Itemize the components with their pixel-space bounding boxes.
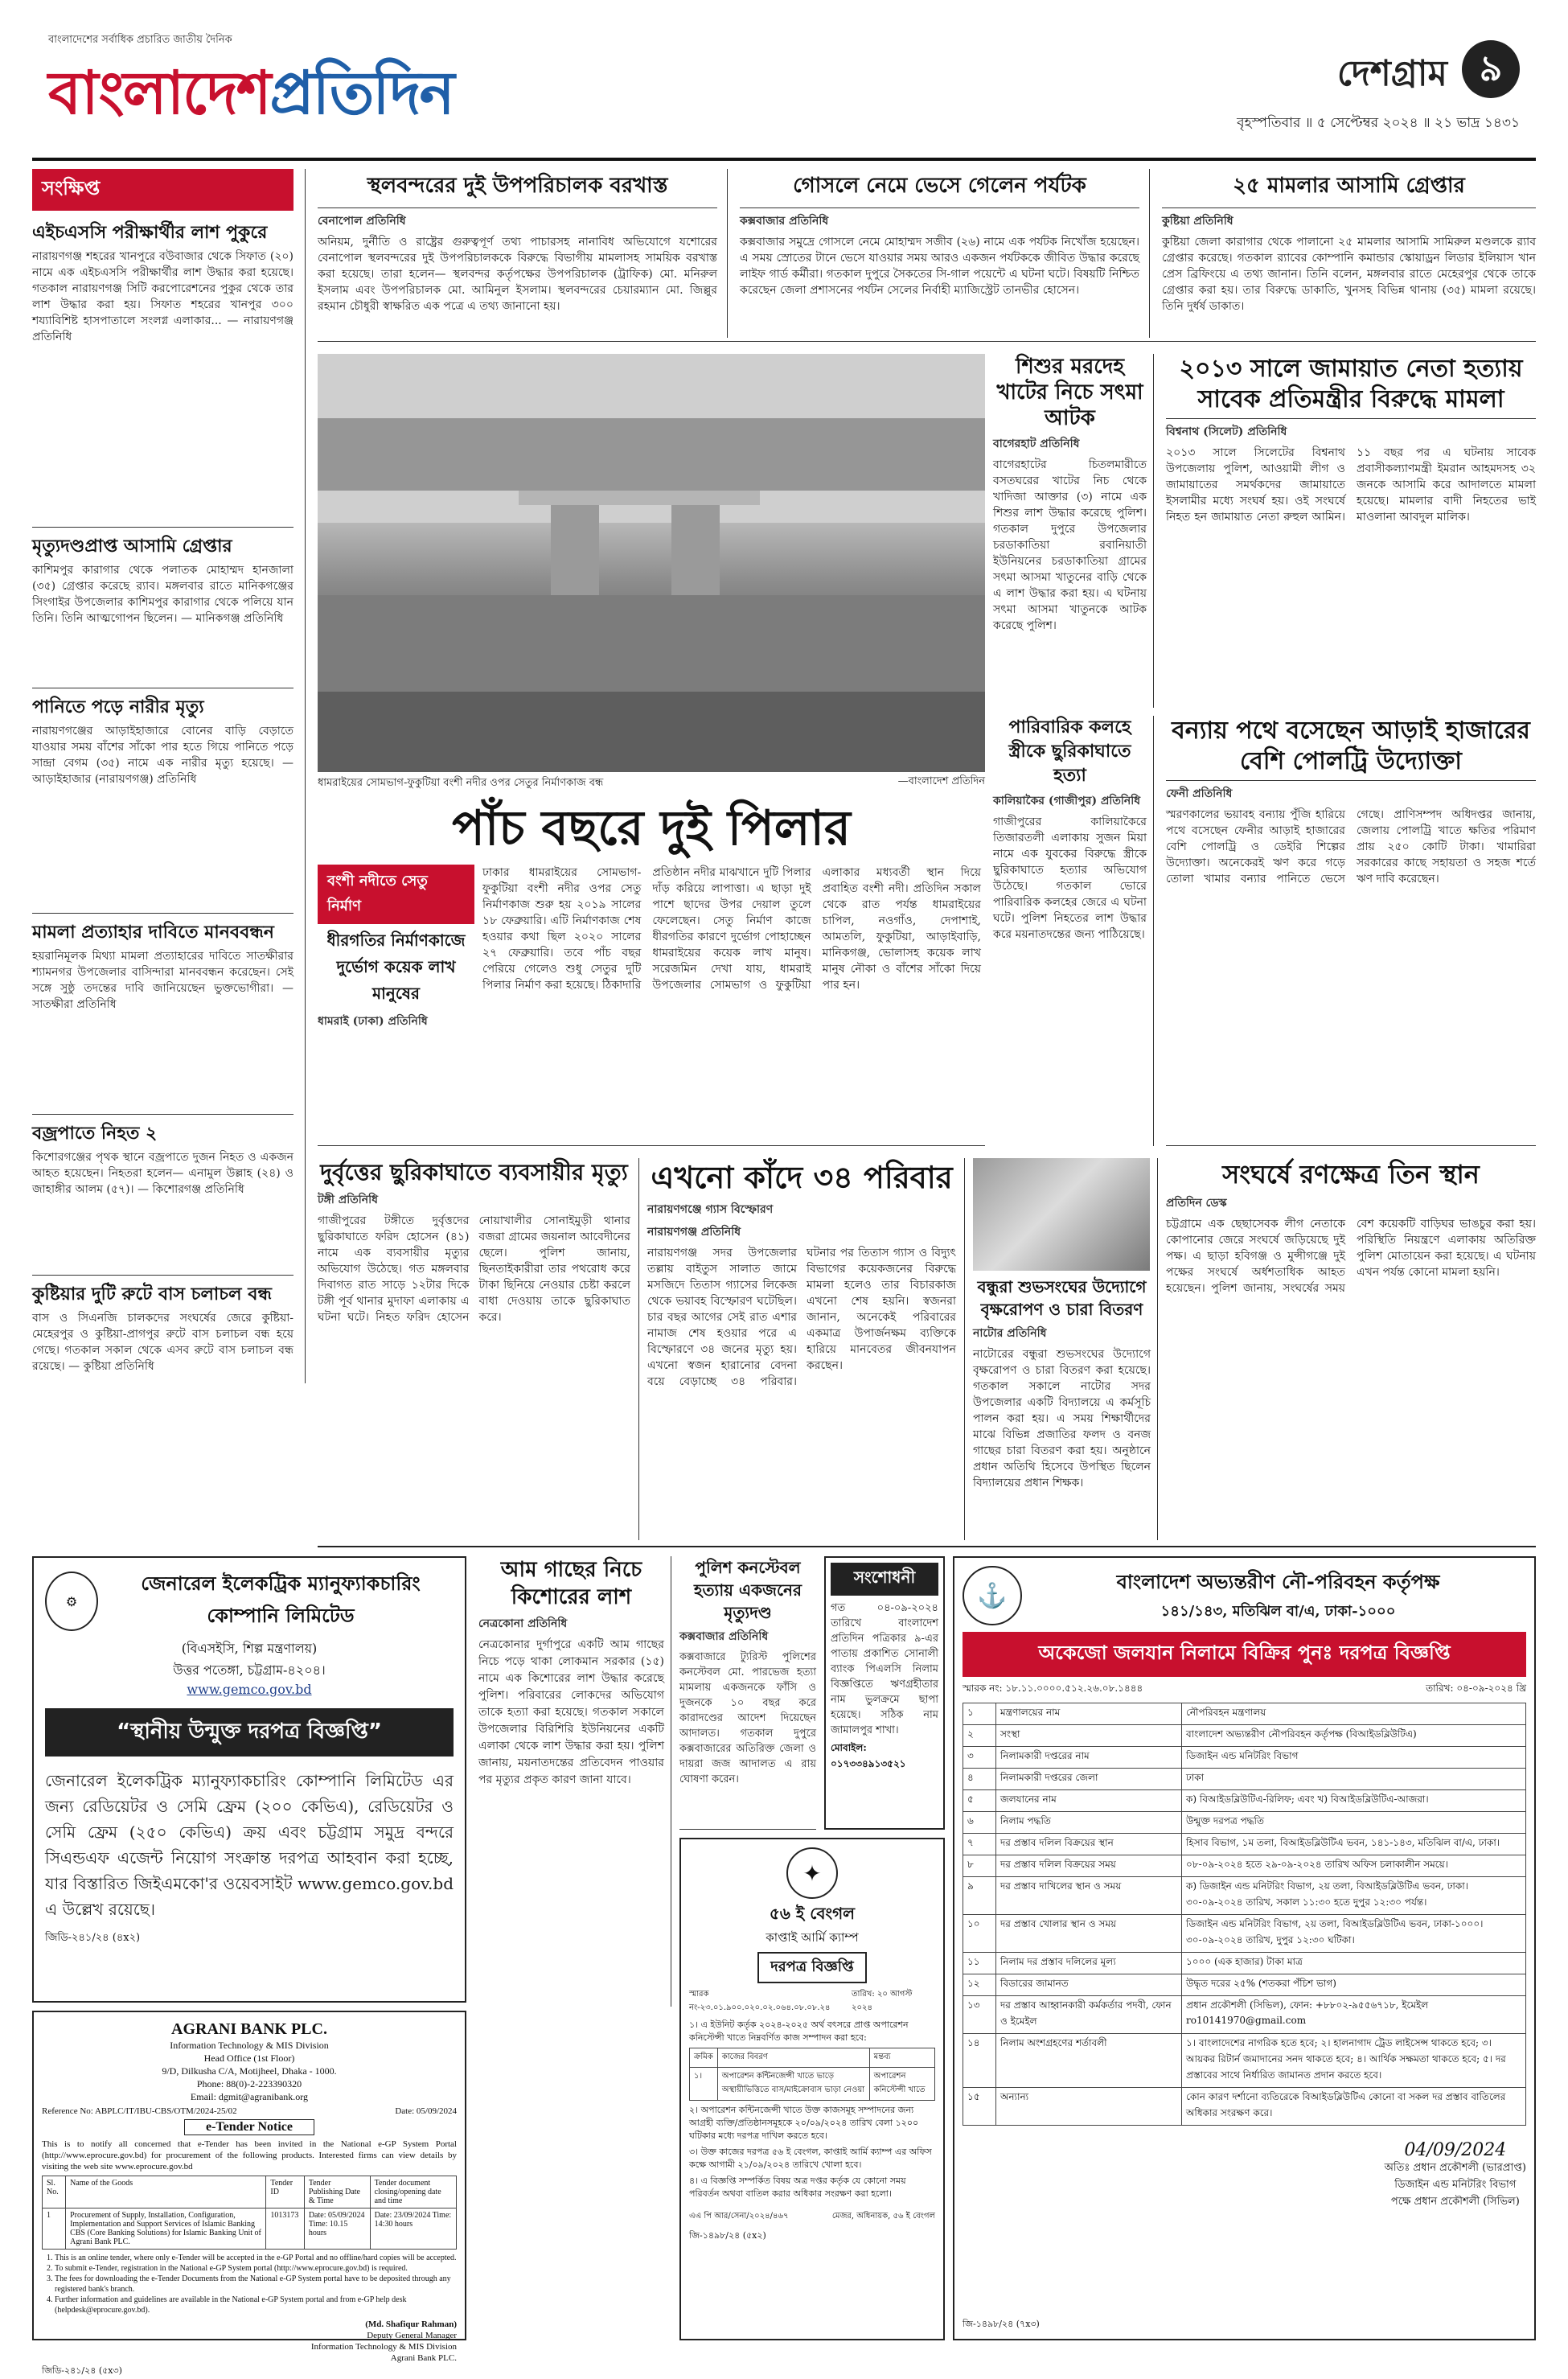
biwta-org: বাংলাদেশ অভ্যন্তরীণ নৌ-পরিবহন কর্তৃপক্ষ (1116, 1570, 1440, 1593)
masthead-tagline: বাংলাদেশের সর্বাধিক প্রচারিত জাতীয় দৈনিক (48, 34, 232, 46)
photo-caption: ধামরাইয়ের সোমভাগ-ফুকুটিয়া বংশী নদীর ওপর সেতুর নির্মাণকাজ বন্ধ (318, 777, 604, 789)
story-headline: পুলিশ কনস্টেবল হত্যায় একজনের মৃত্যুদণ্ড (694, 1558, 802, 1622)
table-row (963, 1877, 1526, 1915)
story-byline: কুষ্টিয়া প্রতিনিধি (1162, 215, 1233, 228)
tender-note: 1. This is an online tender, where only e-Tender will be accepted in the e-GP Portal and no offline/hard copies will be accepted. (55, 2253, 457, 2263)
biwta-sign-org: পক্ষে প্রধান প্রকৌশলী (সিভিল) (1390, 2196, 1520, 2208)
lead-photo[interactable] (318, 354, 985, 772)
army-crest-icon: ✦ (786, 1847, 838, 1899)
table-cell: Date: 05/09/2024 Time: 10.15 hours (304, 2208, 370, 2250)
story-body: নাটোরের বন্ধুরা শুভসংঘের উদ্যোগে বৃক্ষরোপণ ও চারা বিতরণ করা হয়েছে। গতকাল সকালে নাটোর সদর উপজেলার একটি বিদ্যালয়ে এ কর্মসূচি পালন করা হয়। এ সময় শিক্ষার্থীদের মাঝে বিভিন্ন প্রজাতির ফলদ ও বনজ গাছের চারা বিতরণ করা হয়। অনুষ্ঠানে প্রধান অতিথি হিসেবে উপস্থিত ছিলেন বিদ্যালয়ের প্রধান শিক্ষক। (973, 1348, 1151, 1489)
brief-headline: পানিতে পড়ে নারীর মৃত্যু (32, 697, 204, 717)
table-cell: সংস্থা (996, 1725, 1182, 1747)
story-headline: বন্ধুরা শুভসংঘের উদ্যোগে বৃক্ষরোপণ ও চারা বিতরণ (977, 1277, 1147, 1319)
sidebar-brief (32, 169, 306, 1383)
story-body: স্মরণকালের ভয়াবহ বন্যায় পুঁজি হারিয়ে পথে বসেছেন ফেনীর আড়াই হাজারের বেশি পোলট্রি ও ডেইরি শিল্পের উদ্যোক্তা। অনেকেরই ঋণ করে গড়ে তোলা খামার বন্যার পানিতে ভেসে গেছে। প্রাণিসম্পদ অধিদপ্তর জানায়, জেলায় পোলট্রি খাতে ক্ষতির পরিমাণ প্রায় ২৫০ কোটি টাকা। খামারিরা সরকারের কাছে সহায়তা ও সহজ শর্তে ঋণ দাবি করেছেন। (1166, 808, 1536, 885)
table-cell: দর প্রস্তাব আহ্বানকারী কর্মকর্তার পদবী, ফোন ও ইমেইল (996, 1996, 1182, 2034)
correction-body: গত ০৪-০৯-২০২৪ তারিখে বাংলাদেশ প্রতিদিন পত্রিকার ৯-এর পাতায় প্রকাশিত সোনালী ব্যাংক পিএলসি নিলাম বিজ্ঞপ্তিতে ঋণগ্রহীতার নাম ভুলক্রমে ছাপা হয়েছে। সঠিক নাম জামালপুর শাখা। (831, 1602, 938, 1736)
table-row (690, 2068, 935, 2101)
dateline: বৃহস্পতিবার ॥ ৫ সেপ্টেম্বর ২০২৪ ॥ ২১ ভাদ্র ১৪৩১ (1237, 115, 1520, 131)
lead-byline: ধামরাই (ঢাকা) প্রতিনিধি (318, 1015, 428, 1028)
table-cell: ৮ (963, 1855, 996, 1877)
table-header: Tender document closing/opening date and time (370, 2176, 456, 2208)
masthead (32, 24, 1536, 161)
ad-biwta[interactable] (953, 1556, 1536, 2340)
section-name[interactable]: দেশগ্রাম (1336, 53, 1447, 94)
tender-notes (55, 2253, 457, 2315)
army-notice-title: দরপত্র বিজ্ঞপ্তি (757, 1952, 866, 1983)
biwta-table (963, 1703, 1526, 2126)
table-row (963, 1812, 1526, 1834)
table-cell: ক) বিআইডব্লিউটিএ-রিলিফ; এবং খ) বিআইডব্লিউটিএ-আজরা। (1182, 1790, 1526, 1812)
brief-body: নারায়ণগঞ্জের আড়াইহাজারে বোনের বাড়ি বেড়াতে যাওয়ার সময় বাঁশের সাঁকো পার হতে গিয়ে পানিতে পড়ে সান্দ্রা বেগম (৩৫) নামে এক নারীর মৃত্যু হয়েছে। —আড়াইহাজার (নারায়ণগঞ্জ) প্রতিনিধি (32, 725, 293, 786)
story-body: কক্সবাজারে ট্যুরিস্ট পুলিশের কনস্টেবল মো. পারভেজ হত্যা মামলায় একজনকে ফাঁসি ও দুজনকে ১০ বছর করে কারাদণ্ডের আদেশ দিয়েছেন আদালত। গতকাল দুপুরে কক্সবাজারের অতিরিক্ত জেলা ও দায়রা জজ আদালত এ রায় ঘোষণা করেন। (679, 1651, 816, 1785)
biwta-date: তারিখ: ০৪-০৯-২০২৪ খ্রি (1426, 1683, 1526, 1694)
table-cell: ১৪ (963, 2034, 996, 2088)
ad-code: জি-১৪৯৮/২৪ (৭x৩) (963, 2319, 1040, 2329)
story-byline: বাগেরহাট প্রতিনিধি (993, 438, 1080, 450)
table-row (963, 1725, 1526, 1747)
table-cell: ১। বাংলাদেশের নাগরিক হতে হবে; ২। হালনাগাদ ট্রেড লাইসেন্স থাকতে হবে; ৩। আয়কর রিটার্ন জমাদানের সনদ থাকতে হবে; ৪। আর্থিক সক্ষমতা থাকতে হবে; ৫। দর প্রস্তাবের সাথে নির্ধারিত জামানত প্রদান করতে হবে। (1182, 2034, 1526, 2088)
story-byline: কালিয়াকৈর (গাজীপুর) প্রতিনিধি (993, 795, 1141, 807)
story-byline: বেনাপোল প্রতিনিধি (318, 215, 406, 228)
tender-note: 4. Further information and guidelines are available in the National e-GP System portal and from e-GP help desk (helpdesk@eprocure.gov.bd). (55, 2295, 457, 2315)
logo-part-a: বাংলাদেশ (48, 59, 270, 128)
table-cell: নিলাম দর প্রস্তাব দলিলের মূল্য (996, 1953, 1182, 1974)
lead-kicker: বংশী নদীতে সেতু নির্মাণ (318, 865, 474, 924)
signer-division: Information Technology & MIS Division (310, 2342, 457, 2352)
story-mango[interactable] (478, 1556, 671, 2007)
table-header: Tender ID (266, 2176, 304, 2208)
table-cell: ৭ (963, 1834, 996, 1855)
table-cell: ৯ (963, 1877, 996, 1915)
table-cell: ডিজাইন এন্ড মনিটরিং বিভাগ, ২য় তলা, বিআইডব্লিউটিএ ভবন, ঢাকা-১০০০। ৩০-০৯-২০২৪ তারিখ, দুপুর ১২:৩০ ঘটিকা। (1182, 1915, 1526, 1953)
lead-subhead: ধীরগতির নির্মাণকাজে দুর্ভোগ কয়েক লাখ মানুষের (326, 931, 466, 1003)
story-trader[interactable] (318, 1158, 639, 1540)
story-gas[interactable] (647, 1158, 965, 1540)
table-cell: উন্মুক্ত দরপত্র পদ্ধতি (1182, 1812, 1526, 1834)
table-cell: ৪ (963, 1769, 996, 1790)
table-cell: কোন কারণ দর্শানো ব্যতিরেকে বিআইডব্লিউটিএ কোনো বা সকল দর প্রস্তাব বাতিলের অধিকার সংরক্ষণ করে। (1182, 2088, 1526, 2126)
table-cell: 1013173 (266, 2208, 304, 2250)
bank-office: Head Office (1st Floor) (203, 2052, 295, 2064)
biwta-logo-icon: ⚓ (963, 1566, 1022, 1625)
table-cell: ০৮-০৯-২০২৪ হতে ২৯-০৯-২০২৪ তারিখ অফিস চলাকালীন সময়ে। (1182, 1855, 1526, 1877)
story-headline: গোসলে নেমে ভেসে গেলেন পর্যটক (793, 174, 1086, 198)
story-knife[interactable] (993, 716, 1154, 1146)
biwta-title: অকেজো জলযান নিলামে বিক্রির পুনঃ দরপত্র বিজ্ঞপ্তি (963, 1632, 1526, 1677)
story-jamaat[interactable] (1166, 354, 1536, 708)
bank-name: AGRANI BANK PLC. (171, 2020, 327, 2038)
brief-item[interactable] (32, 532, 293, 683)
brief-headline: বজ্রপাতে নিহত ২ (32, 1124, 158, 1144)
story-poultry[interactable] (1166, 716, 1536, 1146)
ad-agrani[interactable] (32, 2011, 466, 2376)
ad-address: উত্তর পতেঙ্গা, চট্টগ্রাম-৪২০৪। (173, 1662, 326, 1678)
story-card[interactable] (318, 169, 728, 338)
army-camp: কাপ্তাই আর্মি ক্যাম্প (766, 1930, 859, 1945)
table-cell: অপারেশন কনিস্টেন্সী খাতে (869, 2068, 934, 2101)
army-para: ৪। এ বিজ্ঞপ্তি সম্পর্কিত বিষয় অত্র দপ্তর কর্তৃক যে কোনো সময় পরিবর্তন অথবা বাতিল করার অধিকার সংরক্ষণ করা হলো। (689, 2176, 906, 2199)
table-cell: ১০ (963, 1915, 996, 1953)
table-cell: 1 (43, 2208, 66, 2250)
story-child[interactable] (993, 354, 1154, 708)
table-cell: ১ (963, 1703, 996, 1725)
lead-body: ঢাকার ধামরাইয়ের সোমভাগ-ফুকুটিয়া বংশী নদীর ওপর সেতু নির্মাণকাজ শুরু হয় ২০১৯ সালের ১৮ ফেব্রুয়ারি। এটি নির্মাণকাজ শেষ হওয়ার কথা ছিল ২০২০ সালের ২৭ ফেব্রুয়ারি। তবে পাঁচ বছর পেরিয়ে গেলেও শুধু সেতুর দুটি পিলার নির্মাণ করা হয়েছে। ঠিকাদারি প্রতিষ্ঠান নদীর মাঝখানে দুটি পিলার দাঁড় করিয়ে লাপাত্তা। এ ছাড়া দুই পাশে ছাদের উপর দেয়াল তুলে ফেলেছেন। সেতু নির্মাণ কাজে ধীরগতির কারণে দুর্ভোগ পোহাচ্ছেন ধামরাইয়ের কয়েক লাখ মানুষ। সরেজমিন দেখা যায়, ধামরাই উপজেলার সোমভাগ ও ফুকুটিয়া এলাকার মধ্যবর্তী স্থান দিয়ে প্রবাহিত বংশী নদী। প্রতিদিন সকাল থেকে রাত পর্যন্ত ধামরাইয়ের চাপিল, নওগাঁও, দেপাশাই, আমতলি, ফুকুটিয়া, আড়াইবাড়ি, মানিকগঞ্জ, ভোলাসহ কয়েক লাখ মানুষ নৌকা ও বাঁশের সাঁকো দিয়ে পার হন। (482, 866, 981, 992)
table-header: Sl. No. (43, 2176, 66, 2208)
tree-photo[interactable] (973, 1158, 1150, 1271)
brief-item[interactable] (32, 918, 293, 1109)
table-row (963, 1703, 1526, 1725)
story-byline: প্রতিদিন ডেস্ক (1166, 1197, 1227, 1210)
story-body: নেত্রকোনার দুর্গাপুরে একটি আম গাছের নিচে পড়ে থাকা লোকমান সরকার (১৫) নামে এক কিশোরের লাশ উদ্ধার করেছে পুলিশ। পরিবারের লোকদের অভিযোগ তাকে হত্যা করা হয়েছে। গতকাল সকালে উপজেলার বিরিশিরি ইউনিয়নের একটি এলাকা থেকে লাশ উদ্ধার করা হয়। পুলিশ জানায়, ময়নাতদন্তের প্রতিবেদন পাওয়ার পর মৃত্যুর প্রকৃত কারণ জানা যাবে। (478, 1638, 664, 1786)
tender-notice-title: e-Tender Notice (184, 2119, 314, 2135)
army-para: ১। এ ইউনিট কর্তৃক ২০২৪-২০২৫ অর্থ বৎসরে প্রাপ্ত অপারেশন কনিস্টেন্সী খাতে নিম্নবর্ণিত কাজ সম্পাদন করা হবে: (689, 2019, 909, 2043)
brief-headline: এইচএসসি পরীক্ষার্থীর লাশ পুকুরে (32, 223, 268, 243)
table-row (963, 1915, 1526, 1953)
table-header: ক্রমিক (690, 2048, 718, 2068)
ad-gemco[interactable] (32, 1556, 466, 2003)
story-byline: টঙ্গী প্রতিনিধি (318, 1194, 378, 1206)
table-cell: বাংলাদেশ অভ্যন্তরীণ নৌপরিবহন কর্তৃপক্ষ (বিআইডব্লিউটিএ) (1182, 1725, 1526, 1747)
table-row (963, 1953, 1526, 1974)
brief-item[interactable] (32, 693, 293, 908)
biwta-ref: স্মারক নং: ১৮.১১.০০০০.৫১২.২৬.০৮.১৪৪৪ (963, 1683, 1143, 1694)
ad-code: জিডি-২৪১/২৪ (৪x২) (45, 1932, 141, 1944)
table-row (963, 1996, 1526, 2034)
table-row (963, 1747, 1526, 1769)
tender-table (42, 2176, 457, 2250)
brief-body: কিশোরগঞ্জের পৃথক স্থানে বজ্রপাতে দুজন নিহত ও একজন আহত হয়েছেন। নিহতরা হলেন— এনামুল উল্লাহ (২৪) ও জাহাঙ্গীর আলম (৫৭)। — কিশোরগঞ্জ প্রতিনিধি (32, 1151, 293, 1196)
army-date: তারিখ: ২০ আগস্ট ২০২৪ (852, 1990, 913, 2012)
table-cell: বিডারের জামানত (996, 1974, 1182, 1996)
army-para: ২। অপারেশন কন্টিনজেন্সী খাতে উক্ত কাজসমূহ সম্পাদনের জন্য আগ্রহী ব্যক্তি/প্রতিষ্ঠানসমূহকে ২০/০৯/২০২৪ তারিখ বেলা ১২০০ ঘটিকার মধ্যে দরপত্র দাখিল করতে হবে। (689, 2105, 919, 2141)
army-unit: ৫৬ ই বেংগল (769, 1904, 856, 1923)
story-card[interactable] (1162, 169, 1536, 338)
table-cell: অপারেশন কন্টিনজেন্সী খাতে ভাড়ে অস্থায়ীভিত্তিতে বাস/মাইক্রোবাস ভাড়া নেওয়া (717, 2068, 869, 2101)
table-cell: ১৫ (963, 2088, 996, 2126)
table-cell: হিসাব বিভাগ, ১ম তলা, বিআইডব্লিউটিএ ভবন, ১৪১-১৪৩, মতিঝিল বা/এ, ঢাকা। (1182, 1834, 1526, 1855)
tender-note: 3. The fees for downloading the e-Tender Documents from the National e-GP System portal have to be deposited through any registered bank's branch. (55, 2274, 457, 2295)
story-body: কক্সবাজার সমুদ্রে গোসলে নেমে মোহাম্মদ সজীব (২৬) নামে এক পর্যটক নিখোঁজ হয়েছেন। এ সময় স্রোতের টানে ভেসে যাওয়ার সময় আরও একজন পর্যটককে জীবিত উদ্ধার করেছে লাইফ গার্ড কর্মীরা। গতকাল দুপুরে সৈকতের সি-গাল পয়েন্টে এ ঘটনা ঘটে। বিষয়টি নিশ্চিত করেছেন জেলা প্রশাসনের পর্যটন সেলের নির্বাহী ম্যাজিস্ট্রেট তানভীর হোসেন। (740, 236, 1139, 297)
ad-code: জিডি-২৪১/২৪ (৫x৩) (42, 2365, 122, 2376)
story-body: চট্টগ্রামে এক ছেছাসেবক লীগ নেতাকে কোপানোর জেরে সংঘর্ষে জড়িয়েছে দুই পক্ষ। এ ছাড়া হবিগঞ্জ ও মুন্সীগঞ্জে দুই পক্ষের সংঘর্ষে অর্ধশতাধিক আহত হয়েছেন। পুলিশ জানায়, সংঘর্ষের সময় বেশ কয়েকটি বাড়িঘর ভাঙচুর করা হয়। পরিস্থিতি নিয়ন্ত্রণে এলাকায় অতিরিক্ত পুলিশ মোতায়েন করা হয়েছে। এ ঘটনায় এখন পর্যন্ত কোনো মামলা হয়নি। (1166, 1218, 1536, 1295)
table-cell: নৌপরিবহন মন্ত্রণালয় (1182, 1703, 1526, 1725)
correction-title: সংশোধনী (831, 1563, 938, 1596)
brief-headline: কুষ্টিয়ার দুটি রুটে বাস চলাচল বন্ধ (32, 1284, 272, 1305)
brief-item[interactable] (32, 1120, 293, 1270)
lead-story (318, 865, 985, 1146)
tender-date: Date: 05/09/2024 (395, 2106, 457, 2116)
story-kicker: নারায়ণগঞ্জে গ্যাস বিস্ফোরণ (647, 1203, 774, 1216)
ad-army[interactable] (679, 1838, 945, 2340)
logo-part-b: প্রতিদিন (269, 59, 454, 128)
ad-website-link[interactable]: www.gemco.gov.bd (187, 1682, 312, 1697)
biwta-signature: 04/09/2024 (1404, 2140, 1507, 2160)
ad-ministry: (বিএসইসি, শিল্প মন্ত্রণালয়) (181, 1641, 318, 1656)
table-cell: ডিজাইন এন্ড মনিটরিং বিভাগ (1182, 1747, 1526, 1769)
story-byline: ফেনী প্রতিনিধি (1166, 787, 1233, 800)
story-body: ২০১৩ সালে সিলেটের বিশ্বনাথ উপজেলায় পুলিশ, আওয়ামী লীগ ও জামায়াতের সমর্থকদের জামায়াতে ইসলামীর মধ্যে সংঘর্ষ হয়। ওই সংঘর্ষে নিহত হন জামায়াত নেতা রুহুল আমিন। ১১ বছর পর এ ঘটনায় সাবেক প্রবাসীকল্যাণমন্ত্রী ইমরান আহমদসহ ৩২ জনকে আসামি করে আদালতে মামলা হয়েছে। মামলার বাদী নিহতের ভাই মাওলানা আবদুল মালিক। (1166, 446, 1536, 524)
story-headline: ২৫ মামলার আসামি গ্রেপ্তার (1233, 174, 1465, 198)
brief-body: নারায়ণগঞ্জ শহরের খানপুরে বউবাজার থেকে সিফাত (২০) নামে এক এইচএসসি পরীক্ষার্থীর লাশ উদ্ধার করা হয়েছে। গতকাল নারায়ণগঞ্জ সিটি করপোরেশনের পুকুর থেকে তার লাশ উদ্ধার করা হয়। সিফাত শহরের খানপুর ৩০০ শয্যাবিশিষ্ট হাসপাতালে সংলগ্ন এলাকার... — নারায়ণগঞ্জ প্রতিনিধি (32, 250, 293, 343)
table-cell: নিলাম অংশগ্রহণের শর্তাবলী (996, 2034, 1182, 2088)
table-cell: জলযানের নাম (996, 1790, 1182, 1812)
story-byline: নাটোর প্রতিনিধি (973, 1327, 1047, 1340)
bank-email[interactable]: Email: dgmit@agranibank.org (190, 2091, 309, 2102)
signer-name: (Md. Shafiqur Rahman) (365, 2319, 457, 2329)
table-header: কাজের বিবরণ (717, 2048, 869, 2068)
ad-notice-title: “স্থানীয় উন্মুক্ত দরপত্র বিজ্ঞপ্তি” (45, 1708, 454, 1757)
table-header: Tender Publishing Date & Time (304, 2176, 370, 2208)
table-cell: নিলামকারী দপ্তরের নাম (996, 1747, 1182, 1769)
table-row (963, 1790, 1526, 1812)
biwta-address: ১৪১/১৪৩, মতিঝিল বা/এ, ঢাকা-১০০০ (1160, 1602, 1396, 1620)
tender-note: 2. To submit e-Tender, registration in the National e-GP System portal (http://www.eprocure.gov.bd) is required. (55, 2263, 457, 2274)
ad-company: জেনারেল ইলেকট্রিক ম্যানুফ্যাকচারিং কোম্পানি লিমিটেড (141, 1572, 421, 1627)
top-stories-row (318, 169, 1536, 342)
table-row (963, 2088, 1526, 2126)
story-headline: দুর্বৃত্তের ছুরিকাঘাতে ব্যবসায়ীর মৃত্যু (320, 1159, 628, 1185)
table-header: Name of the Goods (66, 2176, 266, 2208)
story-headline: স্থলবন্দরের দুই উপপরিচালক বরখাস্ত (367, 174, 668, 198)
table-cell: ১। (690, 2068, 718, 2101)
army-para: ৩। উক্ত কাজের দরপত্র ৫৬ ই বেংগল, কাপ্তাই আর্মি ক্যাম্প এর অফিস কক্ষে আগামী ২১/০৯/২০২৪ তারিখে খোলা হবে। (689, 2147, 932, 2170)
table-row (963, 1769, 1526, 1790)
table-cell: দর প্রস্তাব দলিল বিক্রয়ের সময় (996, 1855, 1182, 1877)
gemco-logo-icon: ⚙ (45, 1572, 98, 1631)
table-row (43, 2208, 457, 2250)
brief-item[interactable] (32, 1280, 293, 1439)
sidebar-title: সংক্ষিপ্ত (32, 169, 293, 211)
army-table (689, 2048, 935, 2101)
story-byline: কক্সবাজার প্রতিনিধি (740, 215, 829, 228)
table-cell: ঢাকা (1182, 1769, 1526, 1790)
table-cell: ১০০০ (এক হাজার) টাকা মাত্র (1182, 1953, 1526, 1974)
signer-title: Deputy General Manager (367, 2331, 457, 2340)
tender-intro: This is to notify all concerned that e-Tender has been invited in the National e-GP System Portal (http://www.eprocure.gov.bd) for procurement of the following products. Interested firms can view details by visiting the web site www.eprocure.gov.bd (42, 2139, 457, 2172)
ad-body: জেনারেল ইলেকট্রিক ম্যানুফ্যাকচারিং কোম্পানি লিমিটেড এর জন্য রেডিয়েটর ও সেমি ফ্রেম (২০০ কেভিএ), রেডিয়েটর ও সেমি ফ্রেম (২৫০ কেভিএ) ক্রয় এবং চট্টগ্রাম সমুদ্র বন্দরে সিএন্ডএফ এজেন্ট নিয়োগ সংক্রান্ত দরপত্র আহবান করা হচ্ছে, যার বিস্তারিত জিইএমকো'র ওয়েবসাইট www.gemco.gov.bd এ উল্লেখ রয়েছে। (45, 1771, 454, 1919)
biwta-sign-div: ডিজাইন এন্ড মনিটরিং বিভাগ (1394, 2179, 1517, 2191)
signer-bank: Agrani Bank PLC. (390, 2353, 457, 2363)
story-body: নারায়ণগঞ্জ সদর উপজেলার তল্লায় বাইতুস সালাত জামে মসজিদে তিতাস গ্যাসের লিকেজ থেকে ভয়াবহ বিস্ফোরণ ঘটেছিল। চার বছর আগের সেই রাত এশার নামাজ শেষ হওয়ার পরে এ বিস্ফোরণে ৩৪ জনের মৃত্যু হয়। এখনো স্বজন হারানোর বেদনা বয়ে বেড়াচ্ছে ৩৪ পরিবার। ঘটনার পর তিতাস গ্যাস ও বিদ্যুৎ বিভাগের কয়েকজনের বিরুদ্ধে মামলা হলেও তার বিচারকাজ এখনো শেষ হয়নি। স্বজনরা জানান, অনেকেই পরিবারের একমাত্র উপার্জনক্ষম ব্যক্তিকে হারিয়ে মানবেতর জীবনযাপন করছেন। (647, 1247, 956, 1388)
table-cell: প্রধান প্রকৌশলী (সিভিল), ফোন: +৮৮০২-৯৫৫৬৭১৮, ইমেইল ro10141970@gmail.com (1182, 1996, 1526, 2034)
table-cell: নিলাম পদ্ধতি (996, 1812, 1182, 1834)
story-headline: পারিবারিক কলহে স্ত্রীকে ছুরিকাঘাতে হত্যা (1008, 717, 1131, 786)
table-row (963, 1834, 1526, 1855)
table-cell: দর প্রস্তাব দলিল বিক্রয়ের স্থান (996, 1834, 1182, 1855)
army-sign-right: মেজর, অধিনায়ক, ৫৬ ই বেংগল (831, 2212, 935, 2221)
story-headline: এখনো কাঁদে ৩৪ পরিবার (651, 1160, 953, 1195)
story-police[interactable] (679, 1556, 816, 1830)
story-body: অনিয়ম, দুর্নীতি ও রাষ্ট্রের গুরুত্বপূর্ণ তথ্য পাচারসহ নানাবিধ অভিযোগে যশোরের বেনাপোল স্থলবন্দরের দুই উপপরিচালককে বিরুদ্ধে বিভাগীয় মামলাসহ সাময়িক বরখাস্ত করা হয়েছে। তারা হলেন— স্থলবন্দর কর্তৃপক্ষের উপপরিচালক (ট্রাফিক) মো. মনিরুল ইসলাম এবং উপপরিচালক মো. আমিনুল ইসলাম। স্থলবন্দরের চেয়ারম্যান মো. জিল্লুর রহমান চৌধুরী স্বাক্ষরিত এক পত্রে এ তথ্য জানানো হয়। (318, 236, 717, 313)
biwta-sign-name: অতিঃ প্রধান প্রকৌশলী (ভারপ্রাপ্ত) (1384, 2162, 1526, 2174)
brief-headline: মৃত্যুদণ্ডপ্রাপ্ত আসামি গ্রেপ্তার (32, 536, 232, 557)
story-headline: বন্যায় পথে বসেছেন আড়াই হাজারের বেশি পোলট্রি উদ্যোক্তা (1172, 717, 1530, 775)
bank-division: Information Technology & MIS Division (170, 2040, 329, 2051)
story-tree[interactable] (973, 1158, 1158, 1540)
story-byline: নারায়ণগঞ্জ প্রতিনিধি (647, 1226, 741, 1239)
story-byline: কক্সবাজার প্রতিনিধি (679, 1630, 769, 1643)
story-byline: নেত্রকোনা প্রতিনিধি (478, 1617, 568, 1630)
bridge-photo-illustration (318, 354, 985, 772)
story-headline: সংঘর্ষে রণক্ষেত্র তিন স্থান (1222, 1159, 1480, 1190)
lead-photo-caption-row (318, 774, 985, 791)
table-cell: দর প্রস্তাব দাখিলের স্থান ও সময় (996, 1877, 1182, 1915)
table-cell: ৬ (963, 1812, 996, 1834)
table-cell: দর প্রস্তাব খোলার স্থান ও সময় (996, 1915, 1182, 1953)
table-cell: ২ (963, 1725, 996, 1747)
page-number: ৯ (1462, 40, 1520, 98)
brief-headline: মামলা প্রত্যাহার দাবিতে মানববন্ধন (32, 922, 274, 943)
table-cell: ১৩ (963, 1996, 996, 2034)
table-row (963, 2034, 1526, 2088)
tender-reference: Reference No: ABPLC/IT/IBU-CBS/OTM/2024-25/02 (42, 2106, 237, 2116)
story-headline: ২০১৩ সালে জামায়াত নেতা হত্যায় সাবেক প্রতিমন্ত্রীর বিরুদ্ধে মামলা (1179, 355, 1523, 413)
table-cell: ৫ (963, 1790, 996, 1812)
story-card[interactable] (740, 169, 1150, 338)
brief-item[interactable] (32, 219, 293, 522)
table-cell: নিলামকারী দপ্তরের জেলা (996, 1769, 1182, 1790)
table-cell: Date: 23/09/2024 Time: 14:30 hours (370, 2208, 456, 2250)
table-cell: ১১ (963, 1953, 996, 1974)
story-clash[interactable] (1166, 1158, 1536, 1540)
table-cell: অন্যান্য (996, 2088, 1182, 2126)
bank-phone: Phone: 88(0)-2-223390320 (196, 2078, 302, 2089)
story-headline: শিশুর মরদেহ খাটের নিচে সৎমা আটক (996, 355, 1143, 430)
table-cell: ক) ডিজাইন এন্ড মনিটরিং বিভাগ, ২য় তলা, বিআইডব্লিউটিএ ভবন, ঢাকা। ৩০-০৯-২০২৪ তারিখ, সকাল ১১:৩০ হতে দুপুর ১২:৩০ পর্যন্ত। (1182, 1877, 1526, 1915)
story-byline: বিশ্বনাথ (সিলেট) প্রতিনিধি (1166, 425, 1287, 438)
table-cell: মন্ত্রণালয়ের নাম (996, 1703, 1182, 1725)
table-row (963, 1855, 1526, 1877)
bank-address: 9/D, Dilkusha C/A, Motijheel, Dhaka - 1000. (162, 2065, 337, 2077)
table-header-row (690, 2048, 935, 2068)
newspaper-logo[interactable] (48, 48, 454, 147)
story-body: বাগেরহাটের চিতলমারীতে বসতঘরের খাটের নিচ থেকে খাদিজা আক্তার (৩) নামে এক শিশুর লাশ উদ্ধার করেছে পুলিশ। গতকাল দুপুরে উপজেলার চরডাকাতিয়া রবানিয়াতী ইউনিয়নের চরডাকাতিয়া গ্রামের সৎমা আসমা খাতুনের বাড়ি থেকে এ লাশ উদ্ধার করা হয়। এ ঘটনায় সৎমা আসমা খাতুনকে আটক করেছে পুলিশ। (993, 458, 1147, 632)
brief-body: হয়রানিমূলক মিথ্যা মামলা প্রত্যাহারের দাবিতে সাতক্ষীরার শ্যামনগর উপজেলার বাসিন্দারা মানববন্ধন করেছেন। সেই সঙ্গে সুষ্ঠু তদন্তের দাবি জানিয়েছেন ভুক্তভোগীরা। — সাতক্ষীরা প্রতিনিধি (32, 950, 293, 1011)
table-cell: Procurement of Supply, Installation, Configuration, Implementation and Support Services of Islamic Banking CBS (Core Banking Solutions) for Islamic Banking Unit of Agrani Bank PLC. (66, 2208, 266, 2250)
story-headline: আম গাছের নিচে কিশোরের লাশ (500, 1558, 642, 1609)
table-row (963, 1974, 1526, 1996)
ad-code: জি-১৪৯৮/২৪ (৫x২) (689, 2230, 766, 2241)
story-body: গাজীপুরের টঙ্গীতে দুর্বৃত্তদের ছুরিকাঘাতে ফরিদ হোসেন (৪১) নামে এক ব্যবসায়ীর মৃত্যুর অভিযোগ উঠেছে। গত মঙ্গলবার দিবাগত রাত সাড়ে ১২টার দিকে টঙ্গী পূর্ব থানার মুদাফা এলাকায় এ ঘটনা ঘটে। নিহত ফরিদ হোসেন নোয়াখালীর সোনাইমুড়ী থানার বজরা গ্রামের জয়নাল আবেদীনের ছেলে। পুলিশ জানায়, ছিনতাইকারীরা তার পথরোধ করে টাকা ছিনিয়ে নেওয়ার চেষ্টা করলে বাধা দেওয়ায় তাকে ছুরিকাঘাত করে। (318, 1214, 630, 1324)
table-cell: উদ্ধৃত দরের ২৫% (শতকরা পঁচিশ ভাগ) (1182, 1974, 1526, 1996)
correction-box[interactable] (824, 1556, 945, 1830)
divider (318, 1546, 1536, 1547)
army-ref: স্মারক নং-২৩.০১.৯০০.০২০.০২.০৬৪.০৮.০৮.২৪ (689, 1990, 831, 2012)
army-sign-left: এএ পি আর/সেনা/২০২৪/৪৬৭ (689, 2212, 789, 2221)
correction-contact: মোবাইল: ০১৭৩৩৪৯১৩৫২১ (831, 1742, 906, 1769)
table-header-row (43, 2176, 457, 2208)
table-header: মন্তব্য (869, 2048, 934, 2068)
brief-body: কাশিমপুর কারাগার থেকে পলাতক মোহাম্মদ হানজালা (৩৫) গ্রেপ্তার করেছে র‍্যাব। মঙ্গলবার রাতে মানিকগঞ্জের সিংগাইর উপজেলার কাশিমপুর কারাগার থেকে পলিয়ে যান তিনি। তিনি আত্মগোপন ছিলেন। — মানিকগঞ্জ প্রতিনিধি (32, 564, 293, 625)
photo-credit: —বাংলাদেশ প্রতিদিন (897, 775, 985, 787)
story-body: গাজীপুরের কালিয়াকৈরে তিজারতলী এলাকায় সুজন মিয়া নামে এক যুবকের বিরুদ্ধে স্ত্রীকে ছুরিকাঘাতে হত্যার অভিযোগ উঠেছে। গতকাল ভোরে পারিবারিক কলহের জেরে এ ঘটনা ঘটে। পুলিশ নিহতের লাশ উদ্ধার করে ময়নাতদন্তের জন্য পাঠিয়েছে। (993, 816, 1147, 941)
story-body: কুষ্টিয়া জেলা কারাগার থেকে পালানো ২৫ মামলার আসামি সামিরুল মণ্ডলকে র‍্যাব গ্রেপ্তার করেছে। গতকাল র‍্যাবের কোম্পানি কমান্ডার স্কোয়াড্রন লিডার ইলিয়াস খান প্রেস ব্রিফিংয়ে এ তথ্য জানান। তিনি বলেন, মঙ্গলবার রাতে মেহেরপুর থেকে তাকে গ্রেপ্তার করা হয়। তার বিরুদ্ধে ডাকাতি, খুনসহ বিভিন্ন থানায় (৩৫) মামলা রয়েছে। তিনি দুর্ধর্ষ ডাকাত। (1162, 236, 1536, 313)
table-cell: ১২ (963, 1974, 996, 1996)
lead-headline[interactable]: পাঁচ বছরে দুই পিলার (452, 800, 851, 857)
table-cell: ৩ (963, 1747, 996, 1769)
brief-body: বাস ও সিএনজি চালকদের সংঘর্ষের জেরে কুষ্টিয়া-মেহেরপুর ও কুষ্টিয়া-প্রাগপুর রুটে বাস চলাচল বন্ধ হয়ে গেছে। গতকাল সকাল থেকে এসব রুটে বাস চলাচল বন্ধ রয়েছে। — কুষ্টিয়া প্রতিনিধি (32, 1312, 293, 1373)
